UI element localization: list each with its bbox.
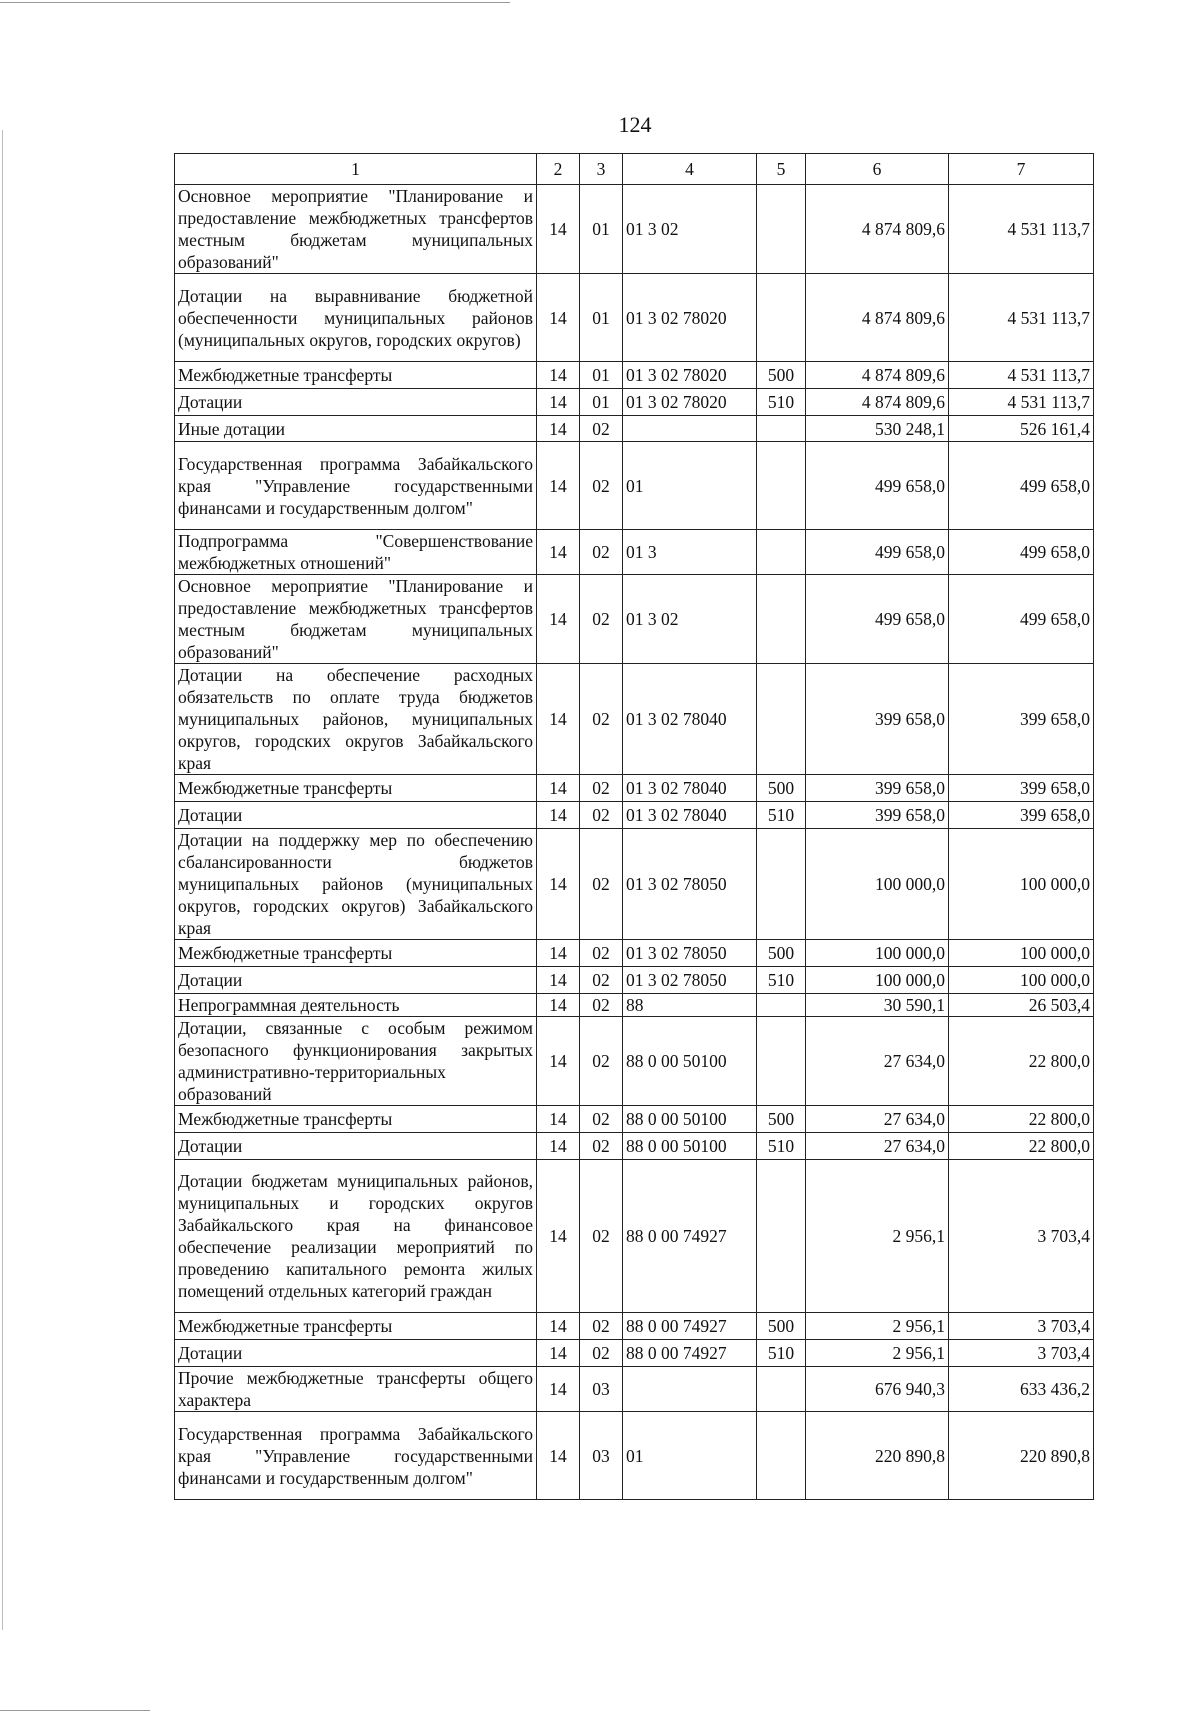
cell-col5 xyxy=(757,829,806,940)
table-row xyxy=(175,664,1094,775)
cell-col6: 100 000,0 xyxy=(806,829,949,940)
table-row xyxy=(175,1340,1094,1367)
table-row xyxy=(175,1133,1094,1160)
cell-col6: 499 658,0 xyxy=(806,442,949,530)
cell-col1: Дотации на выравнивание бюджетной обеспеченности муниципальных районов (муниципальных округов, городских округов) xyxy=(175,274,537,362)
cell-col3: 01 xyxy=(580,274,623,362)
cell-col3: 02 xyxy=(580,967,623,994)
cell-col1: Дотации xyxy=(175,1133,537,1160)
cell-col4: 01 3 02 78040 xyxy=(623,664,757,775)
cell-col2: 14 xyxy=(537,274,580,362)
cell-col2: 14 xyxy=(537,416,580,442)
cell-col6: 499 658,0 xyxy=(806,575,949,664)
column-header: 5 xyxy=(757,154,806,185)
cell-col2: 14 xyxy=(537,775,580,802)
cell-col6: 499 658,0 xyxy=(806,530,949,575)
cell-col6: 2 956,1 xyxy=(806,1160,949,1313)
column-header: 2 xyxy=(537,154,580,185)
cell-col3: 02 xyxy=(580,1340,623,1367)
cell-col6: 530 248,1 xyxy=(806,416,949,442)
cell-col1: Межбюджетные трансферты xyxy=(175,1313,537,1340)
cell-col7: 3 703,4 xyxy=(949,1160,1094,1313)
cell-col1: Основное мероприятие "Планирование и предоставление межбюджетных трансфертов местным бюджетам муниципальных образований" xyxy=(175,575,537,664)
cell-col2: 14 xyxy=(537,1160,580,1313)
cell-col6: 4 874 809,6 xyxy=(806,389,949,416)
cell-col6: 399 658,0 xyxy=(806,802,949,829)
cell-col6: 30 590,1 xyxy=(806,994,949,1017)
cell-col7: 3 703,4 xyxy=(949,1340,1094,1367)
cell-col4: 88 0 00 74927 xyxy=(623,1340,757,1367)
scan-artifact-left xyxy=(2,130,3,1630)
cell-col2: 14 xyxy=(537,1017,580,1106)
cell-col1: Прочие межбюджетные трансферты общего характера xyxy=(175,1367,537,1412)
cell-col2: 14 xyxy=(537,664,580,775)
table-row xyxy=(175,575,1094,664)
table-row xyxy=(175,389,1094,416)
table-row xyxy=(175,185,1094,274)
cell-col4: 88 0 00 74927 xyxy=(623,1313,757,1340)
budget-table xyxy=(174,153,1094,1500)
cell-col1: Межбюджетные трансферты xyxy=(175,362,537,389)
cell-col5: 510 xyxy=(757,967,806,994)
cell-col3: 02 xyxy=(580,1160,623,1313)
cell-col5 xyxy=(757,575,806,664)
table-header-row xyxy=(175,154,1094,185)
cell-col7: 399 658,0 xyxy=(949,802,1094,829)
table-row xyxy=(175,967,1094,994)
cell-col5: 500 xyxy=(757,775,806,802)
cell-col4 xyxy=(623,416,757,442)
cell-col7: 499 658,0 xyxy=(949,442,1094,530)
cell-col1: Дотации на обеспечение расходных обязательств по оплате труда бюджетов муниципальных районов, муниципальных округов, городских округов Забайкальского края xyxy=(175,664,537,775)
cell-col1: Иные дотации xyxy=(175,416,537,442)
cell-col4: 01 xyxy=(623,442,757,530)
cell-col3: 02 xyxy=(580,829,623,940)
cell-col7: 220 890,8 xyxy=(949,1412,1094,1500)
table-row xyxy=(175,940,1094,967)
table-body xyxy=(175,185,1094,1500)
cell-col5: 500 xyxy=(757,940,806,967)
cell-col1: Межбюджетные трансферты xyxy=(175,1106,537,1133)
cell-col2: 14 xyxy=(537,185,580,274)
cell-col1: Основное мероприятие "Планирование и предоставление межбюджетных трансфертов местным бюджетам муниципальных образований" xyxy=(175,185,537,274)
cell-col7: 22 800,0 xyxy=(949,1106,1094,1133)
cell-col4 xyxy=(623,1367,757,1412)
cell-col6: 100 000,0 xyxy=(806,940,949,967)
cell-col1: Подпрограмма "Совершенствование межбюджетных отношений" xyxy=(175,530,537,575)
cell-col5 xyxy=(757,185,806,274)
cell-col7: 3 703,4 xyxy=(949,1313,1094,1340)
cell-col4: 01 xyxy=(623,1412,757,1500)
table-row xyxy=(175,362,1094,389)
cell-col7: 4 531 113,7 xyxy=(949,185,1094,274)
cell-col3: 01 xyxy=(580,185,623,274)
cell-col3: 03 xyxy=(580,1412,623,1500)
cell-col1: Государственная программа Забайкальского края "Управление государственными финансами и государственным долгом" xyxy=(175,1412,537,1500)
cell-col2: 14 xyxy=(537,575,580,664)
cell-col3: 02 xyxy=(580,1017,623,1106)
column-header: 1 xyxy=(175,154,537,185)
cell-col6: 27 634,0 xyxy=(806,1017,949,1106)
table-row xyxy=(175,1106,1094,1133)
cell-col7: 4 531 113,7 xyxy=(949,389,1094,416)
cell-col7: 526 161,4 xyxy=(949,416,1094,442)
cell-col6: 4 874 809,6 xyxy=(806,362,949,389)
cell-col6: 676 940,3 xyxy=(806,1367,949,1412)
table-row xyxy=(175,442,1094,530)
cell-col7: 399 658,0 xyxy=(949,664,1094,775)
cell-col2: 14 xyxy=(537,967,580,994)
cell-col2: 14 xyxy=(537,940,580,967)
cell-col4: 88 0 00 50100 xyxy=(623,1106,757,1133)
table-row xyxy=(175,1160,1094,1313)
cell-col4: 01 3 02 78050 xyxy=(623,967,757,994)
cell-col3: 02 xyxy=(580,940,623,967)
cell-col4: 01 3 02 78050 xyxy=(623,940,757,967)
cell-col5: 500 xyxy=(757,1313,806,1340)
scan-artifact-top xyxy=(0,2,510,3)
cell-col4: 88 0 00 50100 xyxy=(623,1133,757,1160)
cell-col1: Дотации xyxy=(175,802,537,829)
table-row xyxy=(175,1412,1094,1500)
cell-col2: 14 xyxy=(537,1412,580,1500)
cell-col1: Непрограммная деятельность xyxy=(175,994,537,1017)
cell-col4: 01 3 xyxy=(623,530,757,575)
table-row xyxy=(175,274,1094,362)
cell-col2: 14 xyxy=(537,1340,580,1367)
cell-col5: 510 xyxy=(757,1133,806,1160)
cell-col2: 14 xyxy=(537,530,580,575)
cell-col5: 500 xyxy=(757,1106,806,1133)
cell-col5: 510 xyxy=(757,389,806,416)
cell-col6: 2 956,1 xyxy=(806,1340,949,1367)
cell-col2: 14 xyxy=(537,994,580,1017)
cell-col5 xyxy=(757,1412,806,1500)
table-row xyxy=(175,1017,1094,1106)
cell-col4: 88 xyxy=(623,994,757,1017)
column-header: 3 xyxy=(580,154,623,185)
cell-col2: 14 xyxy=(537,1133,580,1160)
cell-col7: 22 800,0 xyxy=(949,1017,1094,1106)
page-number: 124 xyxy=(618,112,652,137)
cell-col1: Дотации xyxy=(175,1340,537,1367)
cell-col4: 01 3 02 xyxy=(623,575,757,664)
cell-col3: 02 xyxy=(580,1106,623,1133)
column-header: 6 xyxy=(806,154,949,185)
cell-col6: 4 874 809,6 xyxy=(806,274,949,362)
cell-col1: Государственная программа Забайкальского края "Управление государственными финансами и государственным долгом" xyxy=(175,442,537,530)
cell-col2: 14 xyxy=(537,442,580,530)
cell-col4: 01 3 02 xyxy=(623,185,757,274)
cell-col5: 500 xyxy=(757,362,806,389)
cell-col6: 220 890,8 xyxy=(806,1412,949,1500)
cell-col7: 399 658,0 xyxy=(949,775,1094,802)
table-row xyxy=(175,530,1094,575)
cell-col5 xyxy=(757,1367,806,1412)
table-row xyxy=(175,994,1094,1017)
cell-col7: 100 000,0 xyxy=(949,940,1094,967)
cell-col5 xyxy=(757,442,806,530)
cell-col3: 02 xyxy=(580,664,623,775)
cell-col1: Дотации, связанные с особым режимом безопасного функционирования закрытых административно-территориальных образований xyxy=(175,1017,537,1106)
cell-col3: 01 xyxy=(580,362,623,389)
cell-col5 xyxy=(757,274,806,362)
cell-col5 xyxy=(757,1160,806,1313)
cell-col1: Дотации xyxy=(175,967,537,994)
cell-col6: 100 000,0 xyxy=(806,967,949,994)
cell-col6: 27 634,0 xyxy=(806,1106,949,1133)
cell-col3: 02 xyxy=(580,775,623,802)
cell-col1: Межбюджетные трансферты xyxy=(175,940,537,967)
cell-col7: 100 000,0 xyxy=(949,829,1094,940)
cell-col7: 22 800,0 xyxy=(949,1133,1094,1160)
cell-col7: 4 531 113,7 xyxy=(949,274,1094,362)
cell-col4: 01 3 02 78020 xyxy=(623,274,757,362)
cell-col2: 14 xyxy=(537,1106,580,1133)
cell-col3: 02 xyxy=(580,575,623,664)
cell-col3: 02 xyxy=(580,442,623,530)
cell-col3: 02 xyxy=(580,802,623,829)
cell-col3: 03 xyxy=(580,1367,623,1412)
cell-col2: 14 xyxy=(537,802,580,829)
table-row xyxy=(175,416,1094,442)
cell-col5 xyxy=(757,416,806,442)
cell-col3: 02 xyxy=(580,530,623,575)
cell-col4: 88 0 00 74927 xyxy=(623,1160,757,1313)
cell-col7: 499 658,0 xyxy=(949,575,1094,664)
cell-col3: 02 xyxy=(580,1313,623,1340)
cell-col7: 26 503,4 xyxy=(949,994,1094,1017)
cell-col5 xyxy=(757,664,806,775)
cell-col6: 27 634,0 xyxy=(806,1133,949,1160)
cell-col7: 499 658,0 xyxy=(949,530,1094,575)
table-row xyxy=(175,829,1094,940)
cell-col5: 510 xyxy=(757,1340,806,1367)
cell-col6: 4 874 809,6 xyxy=(806,185,949,274)
cell-col2: 14 xyxy=(537,1313,580,1340)
cell-col3: 01 xyxy=(580,389,623,416)
cell-col1: Межбюджетные трансферты xyxy=(175,775,537,802)
cell-col6: 2 956,1 xyxy=(806,1313,949,1340)
cell-col5 xyxy=(757,530,806,575)
cell-col5 xyxy=(757,1017,806,1106)
scan-artifact-bottom xyxy=(0,1710,150,1711)
cell-col2: 14 xyxy=(537,362,580,389)
cell-col3: 02 xyxy=(580,416,623,442)
cell-col7: 100 000,0 xyxy=(949,967,1094,994)
cell-col4: 01 3 02 78020 xyxy=(623,389,757,416)
cell-col5: 510 xyxy=(757,802,806,829)
column-header: 4 xyxy=(623,154,757,185)
table-row xyxy=(175,1313,1094,1340)
cell-col6: 399 658,0 xyxy=(806,664,949,775)
cell-col4: 01 3 02 78020 xyxy=(623,362,757,389)
cell-col3: 02 xyxy=(580,1133,623,1160)
cell-col4: 01 3 02 78050 xyxy=(623,829,757,940)
table-row xyxy=(175,802,1094,829)
cell-col2: 14 xyxy=(537,389,580,416)
table-row xyxy=(175,775,1094,802)
column-header: 7 xyxy=(949,154,1094,185)
cell-col1: Дотации на поддержку мер по обеспечению сбалансированности бюджетов муниципальных районов (муниципальных округов, городских округов) Забайкальского края xyxy=(175,829,537,940)
cell-col1: Дотации бюджетам муниципальных районов, муниципальных и городских округов Забайкальского края на финансовое обеспечение реализации мероприятий по проведению капитального ремонта жилых помещений отдельных категорий граждан xyxy=(175,1160,537,1313)
cell-col2: 14 xyxy=(537,1367,580,1412)
cell-col1: Дотации xyxy=(175,389,537,416)
cell-col4: 01 3 02 78040 xyxy=(623,802,757,829)
cell-col7: 4 531 113,7 xyxy=(949,362,1094,389)
cell-col4: 88 0 00 50100 xyxy=(623,1017,757,1106)
cell-col2: 14 xyxy=(537,829,580,940)
cell-col5 xyxy=(757,994,806,1017)
table-row xyxy=(175,1367,1094,1412)
cell-col4: 01 3 02 78040 xyxy=(623,775,757,802)
cell-col6: 399 658,0 xyxy=(806,775,949,802)
cell-col3: 02 xyxy=(580,994,623,1017)
cell-col7: 633 436,2 xyxy=(949,1367,1094,1412)
